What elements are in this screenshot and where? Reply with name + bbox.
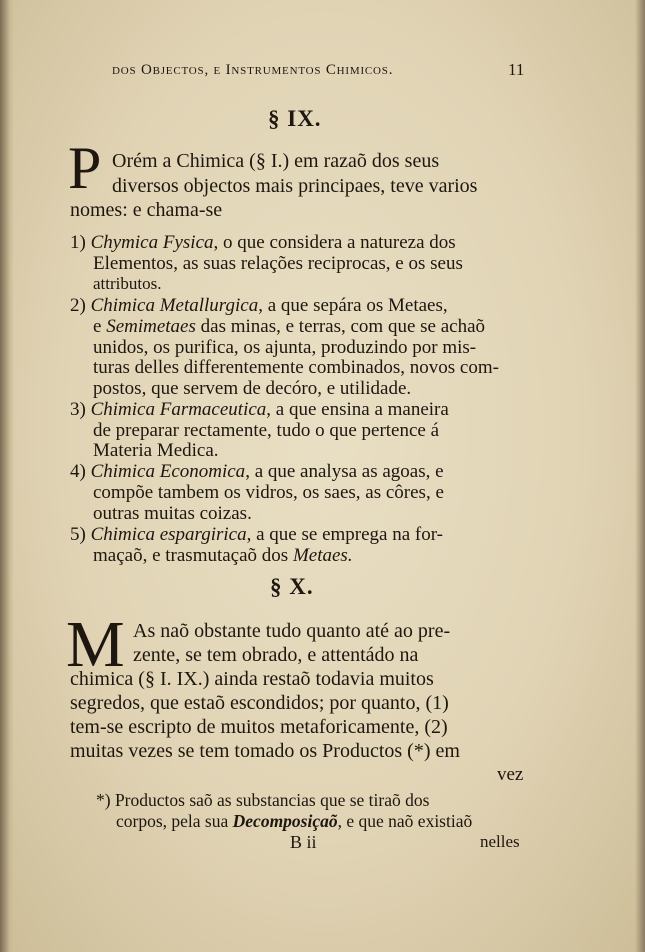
item-continuation-italic: Metaes. [292,545,353,566]
item-continuation [93,545,353,567]
footnote-pre: corpos, pela sua [116,811,233,831]
page-right-edge [635,0,645,952]
item-continuation-pre: maçaõ, e trasmutaçaõ dos [93,545,293,566]
item-name: Chimica Economica [90,461,246,482]
intro-line-3: nomes: e chama-se [70,199,223,221]
page-left-edge [0,0,14,952]
page-number: 11 [508,60,525,79]
item-number: 3) [70,399,86,420]
item-name: Chimica Metallurgica [90,295,259,316]
item-text: , o que considera a natureza dos [213,232,456,253]
body-line-2: zente, se tem obrado, e attentádo na [133,644,419,666]
item-continuation: postos, que servem de decóro, e utilidade. [93,378,412,399]
list-item [70,461,444,483]
item-text: , a que sepára os Metaes, [258,295,448,316]
list-item [70,524,443,546]
list-item [70,295,448,317]
item-number: 2) [70,295,86,316]
footnote-italic: Decomposiçaõ [232,811,338,831]
item-continuation-pre: e [93,316,107,337]
item-continuation: Elementos, as suas relações reciprocas, e os seus [93,253,463,274]
body-line-3: chimica (§ I. IX.) ainda restaõ todavia muitos [70,668,434,690]
item-continuation: unidos, os purifica, os ajunta, produzindo por mis- [93,337,477,358]
item-continuation-post: das minas, e terras, com que se achaõ [195,316,486,337]
item-number: 5) [70,524,86,545]
signature-mark: B ii [290,832,317,852]
item-continuation: turas delles differentemente combinados, novos com- [93,357,499,378]
intro-line-2: diversos objectos mais principaes, teve varios [112,175,478,197]
item-continuation: attributos. [93,274,162,293]
body-line-4: segredos, que estaõ escondidos; por quanto, (1) [70,692,449,714]
catchword: vez [497,764,524,785]
item-name: Chimica espargirica [90,524,247,545]
footnote-post: , e que naõ existiaõ [337,811,473,831]
list-item [70,399,449,421]
section-ix-title: § IX. [268,106,322,131]
item-continuation: compõe tambem os vidros, os saes, as côres, e [93,482,444,503]
item-continuation: Materia Medica. [93,440,219,461]
item-text: , a que analysa as agoas, e [245,461,444,482]
item-name: Chimica Farmaceutica [90,399,267,420]
item-number: 4) [70,461,86,482]
list-item [70,232,456,254]
item-name: Chymica Fysica [90,232,214,253]
dropcap-p: P [68,135,102,201]
item-number: 1) [70,232,86,253]
body-line-5: tem-se escripto de muitos metaforicamente, (2) [70,716,448,738]
body-line-1: As naõ obstante tudo quanto até ao pre- [133,620,451,642]
footnote-line-2 [116,811,472,832]
running-head: dos Objectos, e Instrumentos Chimicos. [112,62,394,78]
item-text: , a que se emprega na for- [246,524,444,545]
item-continuation-italic: Semimetaes [106,316,196,337]
section-x-title: § X. [270,574,314,599]
body-line-6: muitas vezes se tem tomado os Productos (*) em [70,740,460,762]
item-text: , a que ensina a maneira [266,399,449,420]
footnote-line-1: *) Productos saõ as substancias que se tiraõ dos [96,790,430,810]
footer-catchword: nelles [480,832,520,851]
item-continuation: de preparar rectamente, tudo o que pertence á [93,420,440,441]
item-continuation: outras muitas coizas. [93,503,252,524]
item-continuation [93,316,485,338]
dropcap-m: M [66,608,125,681]
intro-line-1: Orém a Chimica (§ I.) em razaõ dos seus [112,150,440,172]
